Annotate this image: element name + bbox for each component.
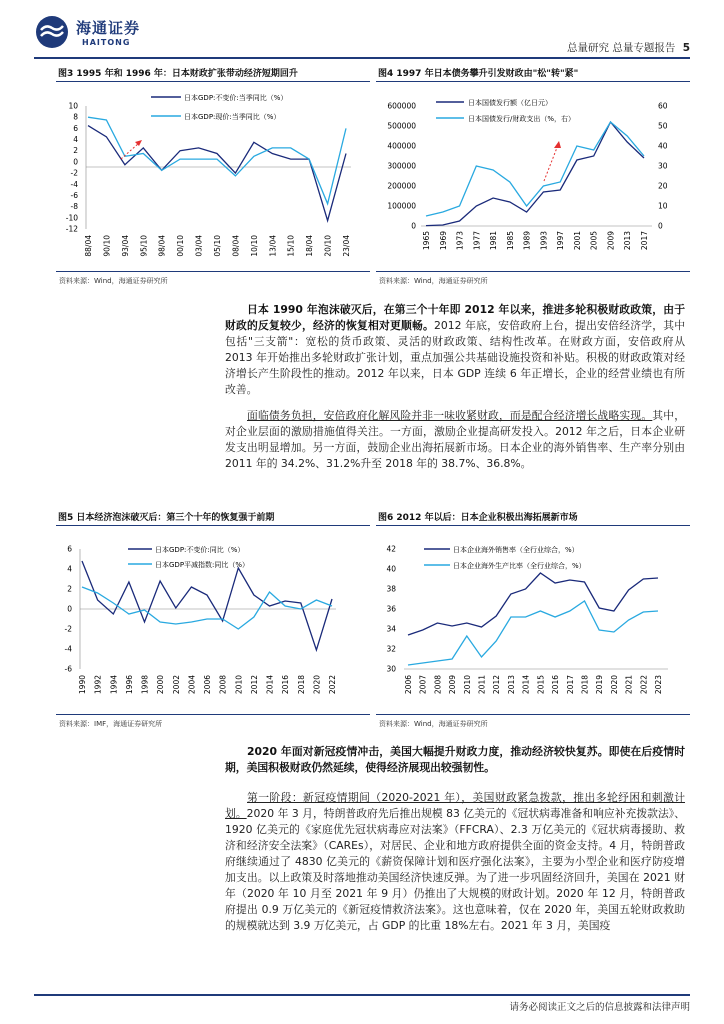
figure-5-x-tick: 2012 — [249, 675, 259, 695]
figure-6-y-tick: 36 — [386, 604, 396, 614]
figure-3-y-tick: -6 — [70, 190, 78, 200]
paragraph-2 — [225, 408, 685, 472]
figure-5-x-tick: 2002 — [171, 675, 181, 695]
figure-5-x-tick: 2008 — [218, 675, 228, 695]
figure-5-x-tick: 1992 — [93, 675, 103, 695]
figure-6-production-ratio-line — [408, 601, 658, 665]
figure-6-x-tick: 2008 — [433, 675, 443, 695]
figure-6-y-tick: 40 — [386, 564, 396, 574]
figure-5-x-tick: 2004 — [187, 675, 197, 695]
figure-6-y-tick: 42 — [386, 544, 396, 554]
figure-6-x-tick: 2009 — [448, 675, 458, 695]
figure-5-y-tick: 0 — [67, 604, 72, 614]
figure-6-chart — [376, 527, 690, 713]
figure-6-x-tick: 2020 — [609, 675, 619, 695]
figure-3-x-tick: 93/04 — [120, 235, 130, 257]
figure-3-y-tick: -4 — [70, 179, 78, 189]
figure-4-chart — [376, 83, 690, 271]
figure-3-x-tick: 08/04 — [231, 235, 241, 257]
figure-4-x-tick: 1997 — [556, 231, 566, 251]
figure-6-x-tick: 2012 — [492, 675, 502, 695]
figure-5-gdp-line — [82, 561, 332, 650]
paragraph-2-lead: 面临债务负担，安倍政府化解风险并非一味收紧财政，而是配合经济增长战略实现。 — [247, 409, 653, 422]
figure-4-x-tick: 2005 — [589, 231, 599, 251]
figure-5-x-tick: 1994 — [109, 675, 119, 695]
figure-4 — [376, 63, 690, 291]
figure-4-left-y-tick: 600000 — [387, 101, 416, 111]
figure-3-y-tick: -12 — [65, 224, 78, 234]
figure-5 — [56, 507, 370, 733]
paragraph-4 — [225, 790, 685, 934]
figure-3-title: 图3 1995 年和 1996 年：日本财政扩张带动经济短期回升 — [58, 69, 298, 79]
figure-3-y-tick: 10 — [68, 101, 78, 111]
figure-4-x-tick: 1977 — [472, 231, 482, 251]
header-right — [567, 40, 690, 55]
figure-4-x-tick: 1965 — [422, 231, 431, 251]
figure-4-right-y-tick: 10 — [658, 201, 668, 211]
figure-5-x-tick: 1998 — [140, 675, 150, 695]
figure-3-legend-1: 日本GDP:不变价:当季同比（%） — [184, 94, 288, 102]
figure-5-x-tick: 2010 — [234, 675, 244, 695]
figure-3-y-tick: 2 — [73, 146, 78, 156]
figure-4-arrowhead — [554, 141, 561, 148]
figure-6-x-tick: 2022 — [639, 675, 649, 695]
figure-4-x-tick: 1969 — [438, 231, 448, 251]
figure-6-legend-1: 日本企业海外销售率（全行业综合，%） — [453, 546, 579, 554]
figure-3-x-tick: 23/04 — [342, 235, 351, 257]
figure-3-nominal-gdp-line — [88, 117, 346, 204]
figure-3-x-tick: 10/10 — [249, 235, 259, 257]
figure-4-arrow — [544, 145, 558, 181]
figure-3-x-tick: 18/04 — [305, 235, 315, 257]
figure-3-y-tick: 0 — [73, 157, 78, 167]
figure-5-y-tick: 6 — [67, 544, 72, 554]
figure-4-x-tick: 1993 — [539, 231, 549, 251]
paragraph-3 — [225, 744, 685, 776]
figure-3-source: 资料来源：Wind，海通证券研究所 — [59, 277, 168, 285]
figure-6-x-tick: 2011 — [477, 675, 487, 695]
figure-5-legend-2: 日本GDP平减指数:同比（%） — [155, 561, 250, 569]
figure-3-y-tick: -10 — [65, 213, 78, 223]
figure-3 — [56, 63, 370, 291]
figure-5-x-tick: 2000 — [156, 675, 166, 695]
figure-4-left-y-tick: 100000 — [387, 201, 416, 211]
figure-6-x-tick: 2006 — [404, 675, 413, 695]
figure-6-x-tick: 2013 — [506, 675, 516, 695]
figure-4-right-y-tick: 20 — [658, 181, 668, 191]
paragraph-1-body: 2012 年底，安倍政府上台，提出安倍经济学，其中包括"三支箭"：宽松的货币政策、灵活的财政政策、结构性改革。在财政方面，安倍政府从 2013 年开始推出多轮财政扩张计划，重点加强公共基础设施投资和补贴。积极的财政政策对经济增长产生阶段性的推动。2012 年以来，日本 GDP 连续 6 年正增长，企业的经营业绩也有所改善。 — [225, 319, 685, 396]
figure-3-chart — [56, 83, 370, 271]
figure-5-y-tick: 2 — [67, 584, 72, 594]
figure-6-x-tick: 2015 — [536, 675, 546, 695]
figure-4-x-tick: 1973 — [455, 231, 465, 251]
figure-4-right-y-tick: 40 — [658, 141, 668, 151]
figure-5-source: 资料来源：IMF，海通证券研究所 — [59, 720, 163, 728]
figure-4-issuance-line — [426, 122, 644, 226]
figure-3-arrow — [121, 143, 139, 159]
header-rule — [34, 57, 690, 59]
figure-3-x-tick: 03/04 — [194, 235, 204, 257]
figure-6-y-tick: 32 — [386, 644, 396, 654]
figure-5-x-tick: 2018 — [296, 675, 306, 695]
figure-3-real-gdp-line — [88, 126, 346, 221]
figure-4-left-y-tick: 300000 — [387, 161, 416, 171]
figure-4-left-y-tick: 500000 — [387, 121, 416, 131]
figure-5-x-tick: 2022 — [328, 675, 337, 695]
figure-5-x-tick: 2014 — [265, 675, 275, 695]
figure-4-legend-2: 日本国债发行/财政支出（%，右） — [468, 115, 576, 123]
figure-3-legend-2: 日本GDP:现价:当季同比（%） — [184, 113, 281, 121]
figure-6-x-tick: 2021 — [624, 675, 634, 695]
footer-rule — [34, 994, 690, 996]
figure-3-y-tick: 4 — [73, 135, 78, 145]
figure-5-title: 图5 日本经济泡沫破灭后：第三个十年的恢复强于前期 — [58, 513, 275, 523]
figure-5-x-tick: 2006 — [203, 675, 212, 695]
figure-5-x-tick: 1990 — [78, 675, 87, 695]
figure-5-y-tick: -2 — [64, 624, 72, 634]
figure-6-y-tick: 34 — [386, 624, 396, 634]
figure-6-x-tick: 2016 — [551, 675, 561, 695]
paragraph-4-lead: 第一阶段：新冠疫情期间（2020-2021 年），美国财政紧急拨款，推出多轮纾困和刺激计划。 — [225, 791, 685, 820]
figure-4-x-tick: 2001 — [572, 231, 582, 251]
figure-4-left-y-tick: 0 — [411, 221, 416, 231]
figure-3-x-tick: 20/10 — [323, 235, 333, 257]
paragraph-1 — [225, 302, 685, 398]
logo-cn: 海通证券 — [76, 19, 141, 37]
figure-4-legend-1: 日本国债发行额（亿日元） — [468, 99, 552, 107]
figure-4-left-y-tick: 200000 — [387, 181, 416, 191]
figure-6-legend-2: 日本企业海外生产比率（全行业综合，%） — [453, 562, 586, 570]
paragraph-1-lead: 日本 1990 年泡沫破灭后，在第三个十年即 2012 年以来，推进多轮积极财政政策，由于财政的反复较少，经济的恢复相对更顺畅。 — [225, 303, 685, 332]
figure-5-legend-1: 日本GDP:不变价:同比（%） — [155, 546, 245, 554]
figure-6-x-tick: 2010 — [462, 675, 472, 695]
figure-3-y-tick: 8 — [73, 112, 78, 122]
figure-5-y-tick: 4 — [67, 564, 72, 574]
figure-4-title: 图4 1997 年日本债务攀升引发财政由"松"转"紧" — [378, 69, 579, 79]
figure-4-x-tick: 1989 — [522, 231, 532, 251]
figure-4-x-tick: 1981 — [489, 231, 499, 251]
figure-6-x-tick: 2007 — [418, 675, 428, 695]
figure-5-x-tick: 2016 — [281, 675, 291, 695]
figure-6-x-tick: 2017 — [565, 675, 575, 695]
figure-6-x-tick: 2023 — [654, 675, 663, 695]
figure-4-right-y-tick: 60 — [658, 101, 668, 111]
figure-6-x-tick: 2018 — [580, 675, 590, 695]
figure-5-y-tick: -6 — [64, 664, 72, 674]
figure-6-x-tick: 2019 — [595, 675, 605, 695]
page-number: 5 — [682, 42, 690, 54]
figure-3-x-tick: 13/04 — [268, 235, 278, 257]
figure-6-y-tick: 30 — [386, 664, 396, 674]
figure-6-title: 图6 2012 年以后：日本企业积极出海拓展新市场 — [378, 513, 578, 523]
haitong-logo-icon — [34, 14, 70, 50]
figure-6-source: 资料来源：Wind，海通证券研究所 — [379, 720, 488, 728]
figure-3-x-tick: 15/10 — [286, 235, 296, 257]
figure-3-y-tick: -8 — [70, 202, 78, 212]
figure-4-x-tick: 2009 — [606, 231, 616, 251]
figure-5-x-tick: 1996 — [124, 675, 134, 695]
figure-6-sales-ratio-line — [408, 573, 658, 635]
figure-6 — [376, 507, 690, 733]
figure-4-right-y-tick: 50 — [658, 121, 668, 131]
figure-3-x-tick: 88/04 — [84, 235, 93, 257]
figure-3-x-tick: 95/10 — [139, 235, 149, 257]
figure-5-y-tick: -4 — [64, 644, 72, 654]
footer-disclaimer: 请务必阅读正文之后的信息披露和法律声明 — [509, 1002, 690, 1013]
figure-6-y-tick: 38 — [386, 584, 396, 594]
figure-4-source: 资料来源：Wind，海通证券研究所 — [379, 277, 488, 285]
figure-6-x-tick: 2014 — [521, 675, 531, 695]
figure-3-y-tick: -2 — [70, 168, 78, 178]
figure-4-left-y-tick: 400000 — [387, 141, 416, 151]
paragraph-3-lead: 2020 年面对新冠疫情冲击，美国大幅提升财政力度，推动经济较快复苏。即使在后疫情时期，美国积极财政仍然延续，使得经济展现出较强韧性。 — [225, 745, 685, 774]
figure-4-right-y-tick: 0 — [658, 221, 663, 231]
figure-3-x-tick: 90/10 — [102, 235, 112, 257]
figure-3-x-tick: 05/10 — [213, 235, 222, 257]
figure-4-right-y-tick: 30 — [658, 161, 668, 171]
figure-4-x-tick: 2013 — [623, 231, 633, 251]
figure-5-chart — [56, 527, 370, 713]
paragraph-2-body: 其中，对企业层面的激励措施值得关注。一方面，激励企业提高研发投入。2012 年之后，日本企业研发支出明显增加。另一方面，鼓励企业出海拓展新市场。日本企业的海外销售率、生产率分别由 2011 年的 34.2%、31.2%升至 2018 年的 38.7%、36.8%。 — [225, 409, 686, 470]
figure-4-x-tick: 1985 — [505, 231, 515, 251]
logo — [34, 14, 184, 50]
header-title: 总量研究 总量专题报告 — [567, 42, 676, 54]
logo-en: HAITONG — [82, 38, 131, 47]
figure-3-y-tick: 6 — [73, 123, 78, 133]
figure-3-x-tick: 98/04 — [157, 235, 167, 257]
paragraph-4-body: 2020 年 3 月，特朗普政府先后推出规模 83 亿美元的《冠状病毒准备和响应补充拨款法》、1920 亿美元的《家庭优先冠状病毒应对法案》（FFCRA）、2.3 万亿美元的《冠状病毒援助、救济和经济安全法案》（CAREs），对居民、企业和地方政府提供全面的资金支持。4 月，特朗普政府继续通过了 4830 亿美元的《薪资保障计划和医疗强化法案》，主要为小型企业和医疗防疫增加支出。以上政策及时落地推动美国经济快速反弹。为了进一步巩固经济回升，美国在 2021 财年（2020 年 10 月至 2021 年 9 月）仍推出了大规模的财政计划。2020 年 12 月，特朗普政府提出 0.9 万亿美元的《新冠疫情救济法案》。这也意味着，仅在 2020 年，美国五轮财政救助的规模就达到 3.9 万亿美元，占 GDP 的比重 18%左右。2021 年 3 月，美国疫 — [225, 807, 686, 932]
figure-4-x-tick: 2017 — [640, 231, 649, 251]
figure-3-x-tick: 00/10 — [176, 235, 186, 257]
figure-5-x-tick: 2020 — [312, 675, 322, 695]
figure-5-deflator-line — [82, 587, 332, 629]
